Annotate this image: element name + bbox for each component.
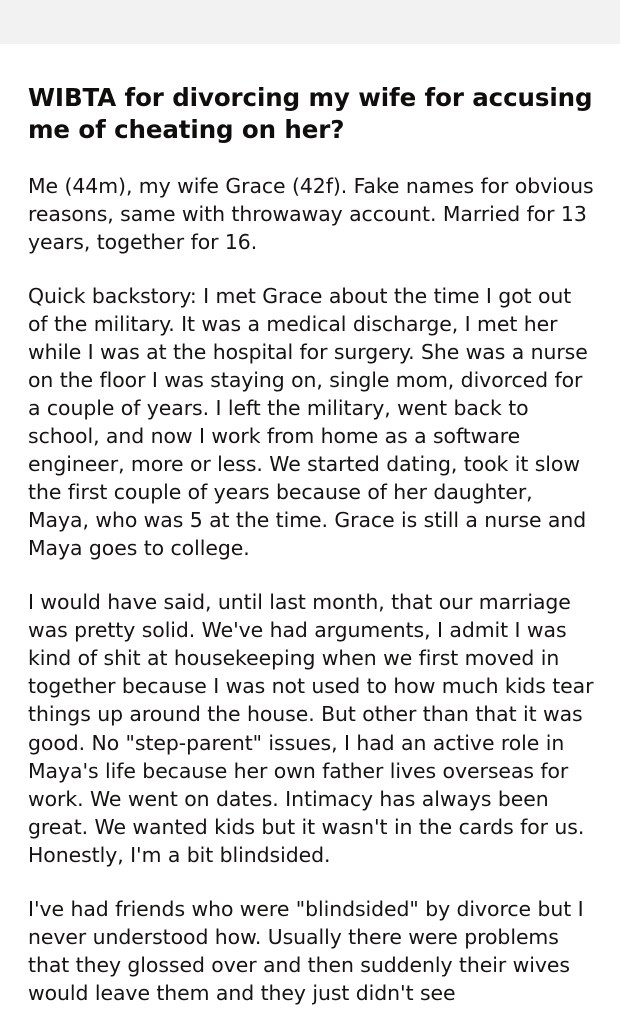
top-blank-strip — [0, 0, 620, 58]
post-body — [28, 82, 594, 1007]
page-title: WIBTA for divorcing my wife for accusing me of cheating on her? — [28, 83, 593, 144]
post-paragraph: I would have said, until last month, that our marriage was pretty solid. We've had arguments, I admit I was kind of shit at housekeeping when we first moved in together because I was not used to how much kids tear things up around the house. But other than that it was good. No "step-parent" issues, I had an active role in Maya's life because her own father lives overseas for work. We went on dates. Intimacy has always been great. We wanted kids but it wasn't in the cards for us. Honestly, I'm a bit blindsided. — [28, 590, 594, 867]
post-paragraph: I've had friends who were "blindsided" by divorce but I never understood how. Usually there were problems that they glossed over and then suddenly their wives would leave them and they just didn't see — [28, 896, 584, 1005]
top-strip-tint — [0, 0, 620, 44]
post-paragraph: Me (44m), my wife Grace (42f). Fake names for obvious reasons, same with throwaway account. Married for 13 years, together for 16. — [28, 173, 594, 254]
bottom-fade-overlay — [0, 1010, 620, 1024]
post-paragraph: Quick backstory: I met Grace about the time I got out of the military. It was a medical discharge, I met her while I was at the hospital for surgery. She was a nurse on the floor I was staying on, single mom, divorced for a couple of years. I left the military, went back to school, and now I work from home as a software engineer, more or less. We started dating, took it slow the first couple of years because of her daughter, Maya, who was 5 at the time. Grace is still a nurse and Maya goes to college. — [28, 283, 588, 561]
